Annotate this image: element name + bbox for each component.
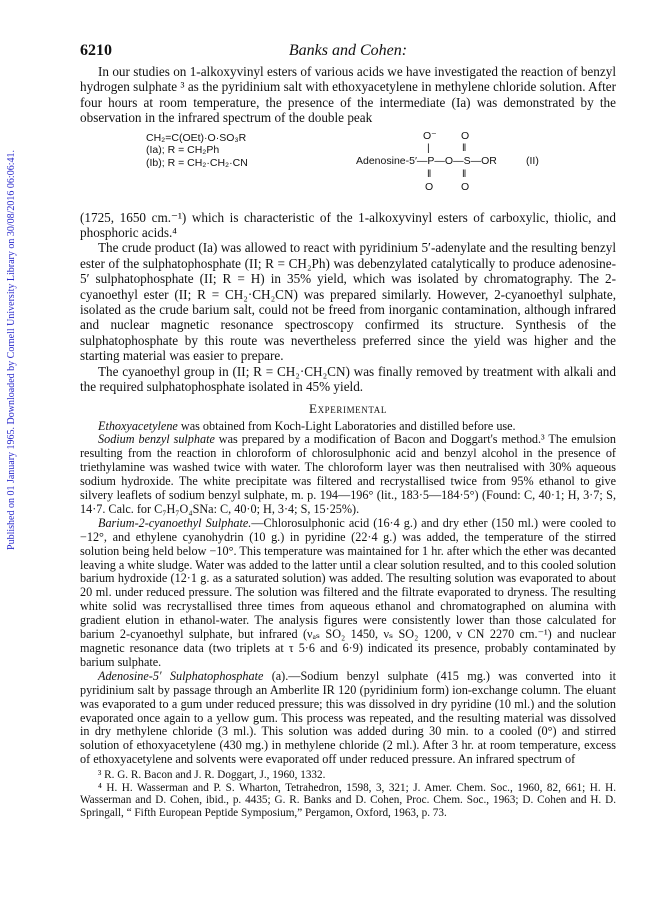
footnote-4: ⁴ H. H. Wasserman and P. S. Wharton, Tetrahedron, 1598, 3, 321; J. Amer. Chem. Soc., 1960, 82, 661; H. H. Wasserman and D. Cohen, ibid., p. 4435; G. R. Banks and D. Cohen, Proc. Chem. Soc., 1963; D. Cohen and H. D. Springall, “ Fifth European Peptide Symposium,” Pergamon, Oxford, 1963, p. 73. (80, 781, 616, 819)
page-header (80, 42, 616, 64)
chemical-formulae (80, 126, 616, 210)
formula-o-minus: O⁻ (423, 129, 437, 142)
running-title: Banks and Cohen: (288, 42, 408, 59)
formula-ia: (Ia); R = CH₂Ph (146, 144, 220, 157)
formula-bond-3: ‖ (427, 167, 432, 180)
formula-ii-chain: Adenosine-5′—P—O—S—OR (356, 154, 497, 167)
exp-text: (a).—Sodium benzyl sulphate (415 mg.) was converted into it pyridinium salt by passage through an Amberlite IR 120 (pyridinium form) ion-exchange column. The eluant was evaporated to a gum under reduced pressure; this was dissolved in dry pyridine (10 ml.) and the solution evaporated once again to a yellow gum. This process was repeated, and the resulting material was dissolved in dry methylene chloride (3 ml.). This solution was added during 30 min. to a cooled (0°) and stirred solution of ethoxyacetylene (430 mg.) in methylene chloride (2 ml.). After 3 hr. at room temperature, excess of ethoxyacetylene and solvents were evaporated off under reduced pressure. An infrared spectrum of (80, 668, 616, 767)
formula-bond-2: ‖ (462, 141, 467, 154)
page (80, 42, 616, 820)
footnote-3: ³ R. G. R. Bacon and J. R. Doggart, J., 1960, 1332. (98, 769, 326, 782)
exp-barium-cyanoethyl-sulphate (80, 517, 616, 670)
intro-paragraph: In our studies on 1-alkoxyvinyl esters of various acids we have investigated the reaction of benzyl hydrogen sulphate ³ as the pyridinium salt with ethoxyacetylene in methylene chloride solution. After four hours at room temperature, the presence of the intermediate (Ia) was demonstrated by the observation in the infrared spectrum of the double peak (80, 64, 616, 126)
exp-sodium-benzyl-sulphate (80, 433, 616, 516)
formula-right (80, 126, 616, 210)
exp-ethoxyacetylene (80, 420, 616, 434)
exp-adenosine-sulphatophosphate (80, 670, 616, 767)
exp-lead: Adenosine-5′ Sulphatophosphate (98, 668, 264, 683)
page-number: 6210 (80, 42, 112, 59)
side-download-note (5, 100, 19, 600)
exp-lead: Ethoxyacetylene (98, 418, 178, 433)
formula-o-bottom-1: O (425, 180, 434, 193)
paragraph-cyanoethyl: The cyanoethyl group in (II; R = CH₂·CH₂CN) was finally removed by treatment with alkali and the required sulphatophosphate isolated in 45% yield. (80, 363, 616, 395)
paragraph-crude-product: The crude product (Ia) was allowed to react with pyridinium 5′-adenylate and the resulting benzyl ester of the sulphatophosphate (II; R = CH₂Ph) was debenzylated catalytically to produce adenosine-5′ sulphatophosphate (II; R = H) in 35% yield, which was isolated by chromatography. The 2-cyanoethyl ester (II; R = CH₂·CH₂CN) was prepared similarly. However, 2-cyanoethyl sulphate, isolated as the crude barium salt, could not be freed from inorganic contamination, although infrared and nuclear magnetic resonance spectroscopy confirmed its structure. Synthesis of the sulphatophosphate by this route was nevertheless preferred since the yield was higher and the starting material was easier to prepare. (80, 240, 616, 364)
exp-lead: Sodium benzyl sulphate (98, 432, 215, 447)
formula-bond-1: | (427, 141, 430, 154)
paragraph-ir-bands: (1725, 1650 cm.⁻¹) which is characteristic of the 1-alkoxyvinyl esters of carboxylic, thiolic, and phosphoric acids.⁴ (80, 209, 616, 241)
section-heading-text: Experimental (309, 400, 387, 416)
formula-i: CH₂=C(OEt)·O·SO₃R (146, 131, 247, 144)
exp-lead: Barium-2-cyanoethyl Sulphate. (98, 515, 252, 530)
formula-o-top: O (461, 129, 470, 142)
exp-text: was prepared by a modification of Bacon and Doggart's method.³ The emulsion resulting from the reaction in chloroform of chlorosulphonic acid and benzyl alcohol in the presence of triethylamine was washed twice with water. The chloroform layer was then neutralised with 30% aqueous sodium hydroxide. The white precipitate was filtered and recrystallised twice from 95% ethanol to give silvery leaflets of sodium benzyl sulphate, m. p. 194—196° (lit., 183·5—184·5°) (Found: C, 40·1; H, 3·7; S, 14·7. Calc. for C₇H₇O₄SNa: C, 40·0; H, 3·4; S, 15·25%). (80, 432, 616, 516)
side-note-text: Published on 01 January 1965. Downloaded by Cornell University Library on 30/08/2016 06:06:41. (6, 150, 17, 550)
formula-o-bottom-2: O (461, 180, 470, 193)
exp-text: was obtained from Koch-Light Laboratories and distilled before use. (177, 418, 516, 433)
formula-ii-label: (II) (526, 154, 539, 167)
formula-bond-4: ‖ (462, 167, 467, 180)
exp-text: —Chlorosulphonic acid (16·4 g.) and dry ether (150 ml.) were cooled to −12°, and ethylene cyanohydrin (10 g.) in pyridine (22·4 g.) was added, the temperature of the stirred solution being held below −10°. This temperature was maintained for 1 hr. after which the ether was decanted leaving a white sludge. Water was added to the latter until a clear solution resulted, and to this cooled solution barium hydroxide (12·1 g. as a saturated solution) was added. The resulting solution was evaporated to about 20 ml. under reduced pressure. The solution was filtered and the filtrate evaporated to dryness. The resulting white solid was recrystallised three times from aqueous ethanol and chromatographed on alumina with gradient elution in ethanol-water. The analysis figures were consistently lower than those calculated for barium 2-cyanoethyl sulphate, but infrared (νₐₛ SO₂ 1450, νₛ SO₂ 1200, ν CN 2270 cm.⁻¹) and nuclear magnetic resonance data (two triplets at τ 5·6 and 6·9) indicated its presence, probably contaminated by barium sulphate. (80, 515, 616, 669)
formula-ib: (Ib); R = CH₂·CH₂·CN (146, 156, 248, 169)
section-heading (80, 401, 616, 417)
